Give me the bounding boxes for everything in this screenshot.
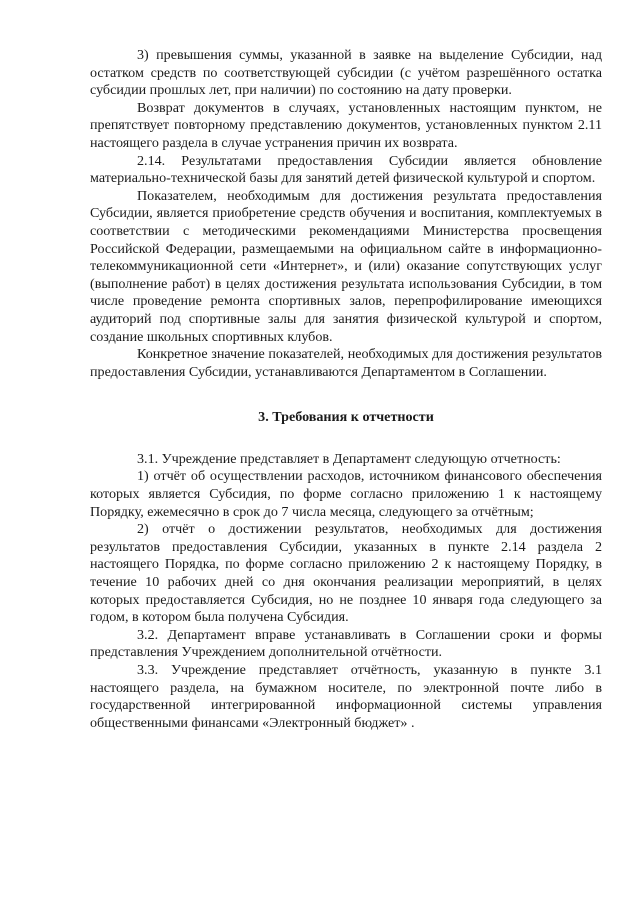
paragraph-3-1: 3.1. Учреждение представляет в Департамент следующую отчетность:	[137, 450, 561, 467]
paragraph-indicator-values: Конкретное значение показателей, необходимых для достижения результатов предоставления Субсидии, устанавливаются Департаментом в Соглашении.	[90, 346, 602, 380]
paragraph-report-results: 2) отчёт о достижении результатов, необходимых для достижения результатов предоставления Субсидии, указанных в пункте 2.14 раздела 2 настоящего Порядка, по форме согласно приложению 2 к настоящему Порядку, в течение 10 рабочих дней со дня окончания реализации мероприятий, в целях которых предоставляется Субсидия, но не позднее 10 января года следующего за годом, в котором была получена Субсидия.	[90, 521, 602, 626]
paragraph-report-expenses: 1) отчёт об осуществлении расходов, источником финансового обеспечения которых является Субсидия, по форме согласно приложению 1 к настоящему Порядку, ежемесячно в срок до 7 числа месяца, следующего за отчётным;	[90, 468, 602, 520]
paragraph-3-2: 3.2. Департамент вправе устанавливать в Соглашении сроки и формы представления Учреждением дополнительной отчётности.	[90, 626, 602, 661]
paragraph-2-14-results: 2.14. Результатами предоставления Субсидии является обновление материально-технической базы для занятий детей физической культурой и спортом.	[90, 152, 602, 187]
paragraph-return-documents: Возврат документов в случаях, установленных настоящим пунктом, не препятствует повторному представлению документов, установленных пунктом 2.11 настоящего раздела в случае устранения причин их возврата.	[90, 99, 602, 151]
section-heading: 3. Требования к отчетности	[258, 409, 434, 426]
paragraph-indicator: Показателем, необходимым для достижения результата предоставления Субсидии, является приобретение средств обучения и воспитания, комплектуемых в соответствии с методическими рекомендациями Министерства просвещения Российской Федерации, размещаемыми на официальном сайте в информационно-телекоммуникационной сети «Интернет», и (или) оказание сопутствующих услуг (выполнение работ) в целях достижения результата использования Субсидии, в том числе проведение ремонта спортивных залов, перепрофилирование имеющихся аудиторий под спортивные залы для занятия физической культурой и спортом, создание школьных спортивных клубов.	[90, 187, 602, 345]
paragraph-3-3: 3.3. Учреждение представляет отчётность, указанную в пункте 3.1 настоящего раздела, на бумажном носителе, по электронной почте либо в государственной интегрированной информационной системы управления общественными финансами «Электронный бюджет» .	[90, 662, 602, 731]
paragraph-item-3-excess: 3) превышения суммы, указанной в заявке на выделение Субсидии, над остатком средств по соответствующей субсидии (с учётом разрешённого остатка субсидии прошлых лет, при наличии) по состоянию на дату проверки.	[90, 47, 602, 99]
